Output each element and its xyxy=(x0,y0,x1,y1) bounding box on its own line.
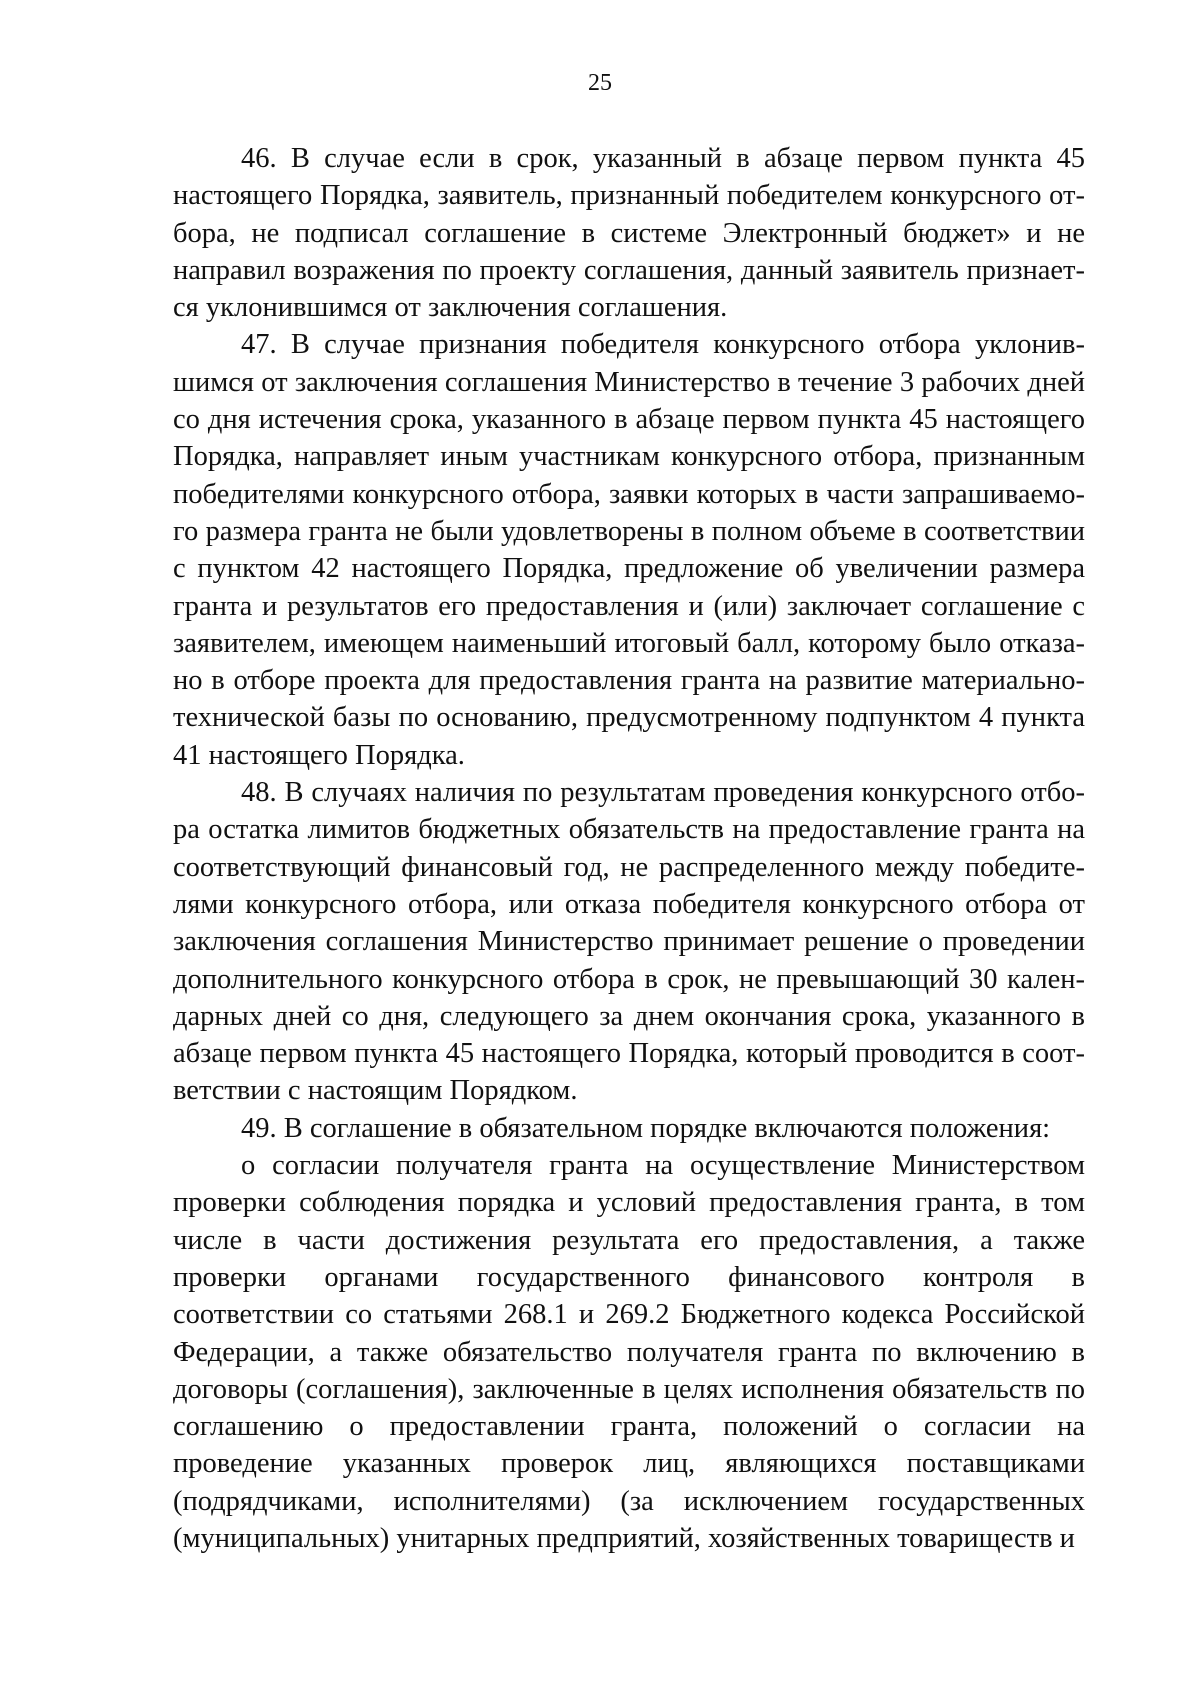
paragraph-48: 48. В случаях наличия по результатам проведения конкурсного отбора остатка лимитов бюджетных обязательств на предоставление гранта на соответствующий финансовый год, не распределенного между победителями конкурсного отбора, или отказа победителя конкурсного отбора от заключения соглашения Министерство принимает решение о проведении дополнительного конкурсного отбора в срок, не превышающий 30 календарных дней со дня, следующего за днем окончания срока, указанного в абзаце первом пункта 45 настоящего Порядка, который проводится в соответствии с настоящим Порядком. xyxy=(173,777,1085,1107)
paragraph-49-clause: о согласии получателя гранта на осуществление Министерством проверки соблюдения порядка и условий предоставления гранта, в том числе в части достижения результата его предоставления, а также проверки органами государственного финансового контроля в соответствии со статьями 268.1 и 269.2 Бюджетного кодекса Российской Федерации, а также обязательство получателя гранта по включению в договоры (соглашения), заключенные в целях исполнения обязательств по соглашению о предоставлении гранта, положений о согласии на проведение указанных проверок лиц, являющихся поставщиками (подрядчиками, исполнителями) (за исключением государственных (муниципальных) унитарных предприятий, хозяйственных товариществ и xyxy=(173,1150,1085,1554)
page-number: 25 xyxy=(588,70,612,96)
paragraph-47: 47. В случае признания победителя конкурсного отбора уклонившимся от заключения соглашения Министерство в течение 3 рабочих дней со дня истечения срока, указанного в абзаце первом пункта 45 настоящего Порядка, направляет иным участникам конкурсного отбора, признанным победителями конкурсного отбора, заявки которых в части запрашиваемого размера гранта не были удовлетворены в полном объеме в соответствии с пунктом 42 настоящего Порядка, предложение об увеличении размера гранта и результатов его предоставления и (или) заключает соглашение с заявителем, имеющем наименьший итоговый балл, которому было отказано в отборе проекта для предоставления гранта на развитие материально-технической базы по основанию, предусмотренному подпунктом 4 пункта 41 настоящего Порядка. xyxy=(173,329,1085,771)
document-body xyxy=(173,140,1085,1557)
paragraph-46: 46. В случае если в срок, указанный в абзаце первом пункта 45 настоящего Порядка, заявитель, признанный победителем конкурсного отбора, не подписал соглашение в системе Электронный бюджет» и не направил возражения по проекту соглашения, данный заявитель признается уклонившимся от заключения соглашения. xyxy=(173,143,1085,324)
paragraph-49: 49. В соглашение в обязательном порядке включаются положения: xyxy=(241,1112,1051,1144)
